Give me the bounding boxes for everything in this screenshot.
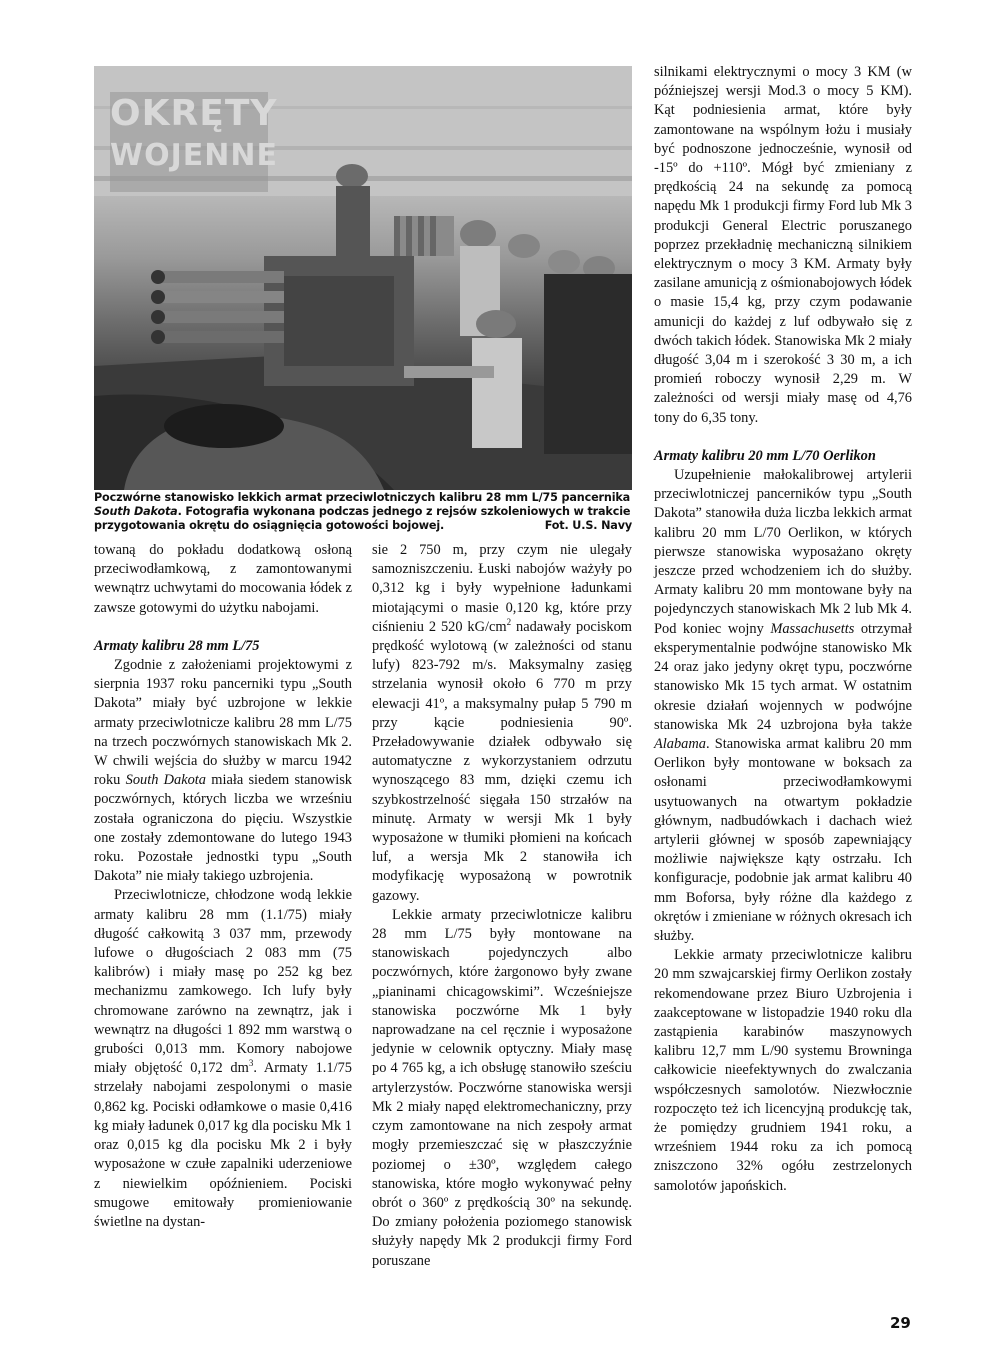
- ship-name: Alabama: [654, 735, 706, 752]
- text-column-2: [372, 541, 632, 1271]
- paragraph: towaną do pokładu dodatkową osłoną przeciwodłamkową, z zamontowanymi wewnątrz uchwytami do mocowania łódek z zawsze gotowymi do użytku nabojami.: [94, 542, 352, 616]
- caption-ship-name: South Dakota: [94, 505, 178, 519]
- watermark-line-1: OKRĘTY: [110, 93, 278, 134]
- paragraph: Uzupełnienie małokalibrowej artylerii przeciwlotniczej pancerników typu „South Dakota” stanowiła duża liczba lekkich armat kalibru 20 mm L/70 Oerlikon, w których pierwsze stanowiska wyposażano okręty jeszcze przed wchodzeniem ich do służby. Armaty kalibru 20 mm montowane były na pojedynczych stanowiskach Mk 2 lub Mk 4. Pod koniec wojny Massachusetts otrzymał eksperymentalnie podwójne stanowisko Mk 24 oraz jako jedyny okręt typu, poczwórne stanowisko Mk 15 tych armat. W ostatnim okresie działań wojennych w podwójne stanowiska Mk 24 uzbrojona była także Alabama. Stanowiska armat kalibru 20 mm Oerlikon były montowane w boksach za osłonami przeciwodłamkowymi usytuowanych na otwartym pokładzie głównym, nadbudówkach i dachach wież artylerii głównej w sposób zapewniający możliwie największe kąty ostrzału. Ich konfiguracje, podobnie jak armat kalibru 40 mm Boforsa, były różne dla każdego z okrętów i zmieniane w różnych okresach ich służby.: [654, 467, 912, 944]
- page-number: 29: [890, 1314, 911, 1332]
- paragraph: silnikami elektrycznymi o mocy 3 KM (w późniejszej wersji Mod.3 o mocy 5 KM). Kąt podniesienia armat, które były zamontowane na wspólnym łożu i musiały być podnoszone jednocześnie, wynosił od -15º do +110º. Mógł być zmieniany z prędkością 24 na sekundę za pomocą napędu Mk 1 produkcji firmy Ford lub Mk 3 produkcji General Electric poruszanego poprzez przekładnię mechaniczną silnikiem elektrycznym o mocy 3 KM. Armaty były zasilane amunicją z ośmionabojowych łódek o masie 15,4 kg, przy czym podawanie amunicji do każdej z luf odbywało się z dwóch takich łódek. Stanowiska Mk 2 miały długość 3,04 m i szerokość 3 30 m, a ich promień roboczy wynosił 2,29 m. W zależności od wersji miały masę od 4,76 tony do 6,35 tony.: [654, 64, 912, 426]
- section-heading-28mm: Armaty kalibru 28 mm L/75: [94, 637, 260, 654]
- section-heading-20mm: Armaty kalibru 20 mm L/70 Oerlikon: [654, 447, 876, 464]
- watermark-line-2: WOJENNE: [110, 138, 278, 173]
- photo-credit: Fot. U.S. Navy: [544, 519, 632, 533]
- photo-caption: [94, 491, 632, 534]
- text-column-1: [94, 541, 352, 1232]
- ship-name: Massachusetts: [770, 620, 855, 637]
- photo-aa-gun-mount: [94, 66, 632, 490]
- paragraph: Lekkie armaty przeciwlotnicze kalibru 20 mm szwajcarskiej firmy Oerlikon zostały rekomendowane przez Biuro Uzbrojenia i zaakceptowane w listopadzie 1940 roku dla zastąpienia karabinów maszynowych kalibru 12,7 mm L/90 systemu Browninga całkowicie nieefektywnych do zwalczania współczesnych samolotów. Niezwłocznie rozpoczęto też ich licencyjną produkcję tak, że pomiędzy grudniem 1941 roku, a wrześniem 1944 roku za ich pomocą zniszczono 32% ogółu zestrzelonych samolotów japońskich.: [654, 947, 912, 1194]
- paragraph: Lekkie armaty przeciwlotnicze kalibru 28 mm L/75 były montowane na stanowiskach pojedynczych albo poczwórnych, które żargonowo były zwane „pianinami chicagowskimi”. Wcześniejsze stanowiska poczwórne Mk 1 były naprowadzane na cel ręcznie i wyposażone jedynie w celownik optyczny. Miały masę po 4 765 kg, a ich obsługę stanowiło sześciu artylerzystów. Poczwórne stanowiska wersji Mk 2 miały napęd elektromechaniczny, przy czym zamontowane na nich zespoły armat mogły przemieszczać się w płaszczyźnie poziomej o ±30º, względem całego stanowiska, które mogło wykonywać pełny obrót o 360º z prędkością 30º na sekundę. Do zmiany położenia poziomego stanowisk służyły napędy Mk 2 produkcji firmy Ford poruszane: [372, 906, 632, 1269]
- paragraph: Zgodnie z założeniami projektowymi z sierpnia 1937 roku pancerniki typu „South Dakota” miały być uzbrojone w lekkie armaty przeciwlotnicze kalibru 28 mm L/75 na trzech poczwórnych stanowiskach Mk 2. W chwili wejścia do służby w marcu 1942 roku South Dakota miała siedem stanowisk poczwórnych, których liczba we wrześniu została ograniczona do pięciu. Wszystkie one zostały zdemontowane do lutego 1943 roku. Pozostałe jednostki typu „South Dakota” nie miały takiego uzbrojenia.: [94, 657, 353, 885]
- text-column-3: [654, 63, 912, 1196]
- caption-text-b: . Fotografia wykonana podczas jednego z rejsów szkoleniowych w trakcie przygotowania okrętu do osiągnięcia gotowości bojowej.: [94, 505, 631, 533]
- ship-name: South Dakota: [125, 772, 207, 789]
- paragraph: sie 2 750 m, przy czym nie ulegały samozniszczeniu. Łuski nabojów ważyły po 0,312 kg i były wypełnione ładunkami miotającymi o masie 0,120 kg, które przy ciśnieniu 2 520 $kG/cm^2$ nadawały pociskom prędkość wylotową (w zależności od stanu lufy) 823-792 m/s. Maksymalny zasięg strzelania wynosił około 6 770 m przy elewacji 41º, a maksymalny pułap 5 790 m przy kącie podniesienia 90º. Przeładowywanie działek odbywało się automatyczne z wykorzystaniem odrzutu wynoszącego 83 mm, dzięki czemu ich szybkostrzelność sięgała 150 strzałów na minutę. Armaty w wersji Mk 1 były wyposażone w tłumiki płomieni na końcach luf, a wersja Mk 2 stanowiła ich modyfikację wyposażoną w powrotnik gazowy.: [372, 542, 633, 904]
- caption-text-a: Poczwórne stanowisko lekkich armat przeciwlotniczych kalibru 28 mm L/75 pancernika: [94, 491, 631, 504]
- watermark-logo: [110, 92, 278, 192]
- paragraph: Przeciwlotnicze, chłodzone wodą lekkie armaty kalibru 28 mm (1.1/75) miały długość całkowitą 3 037 mm, przewody lufowe o długościach 2 083 mm (75 kalibrów) i miały masę po 252 kg bez mechanizmu zamkowego. Ich lufy były chromowane zarówno na zewnątrz, jak i wewnątrz na długości 1 892 mm warstwą o grubości 0,013 mm. Komory nabojowe miały objętość 0,172 $dm^3$. Armaty 1.1/75 strzelały nabojami zespolonymi o masie 0,862 kg. Pociski odłamkowe o masie 0,416 kg miały ładunek 0,017 kg dla pocisku Mk 1 oraz 0,015 kg dla pocisku Mk 2 i były wyposażone w czułe zapalniki uderzeniowe z niewielkim opóźnieniem. Pociski smugowe emitowały promieniowanie świetlne na dystan-: [94, 887, 352, 1230]
